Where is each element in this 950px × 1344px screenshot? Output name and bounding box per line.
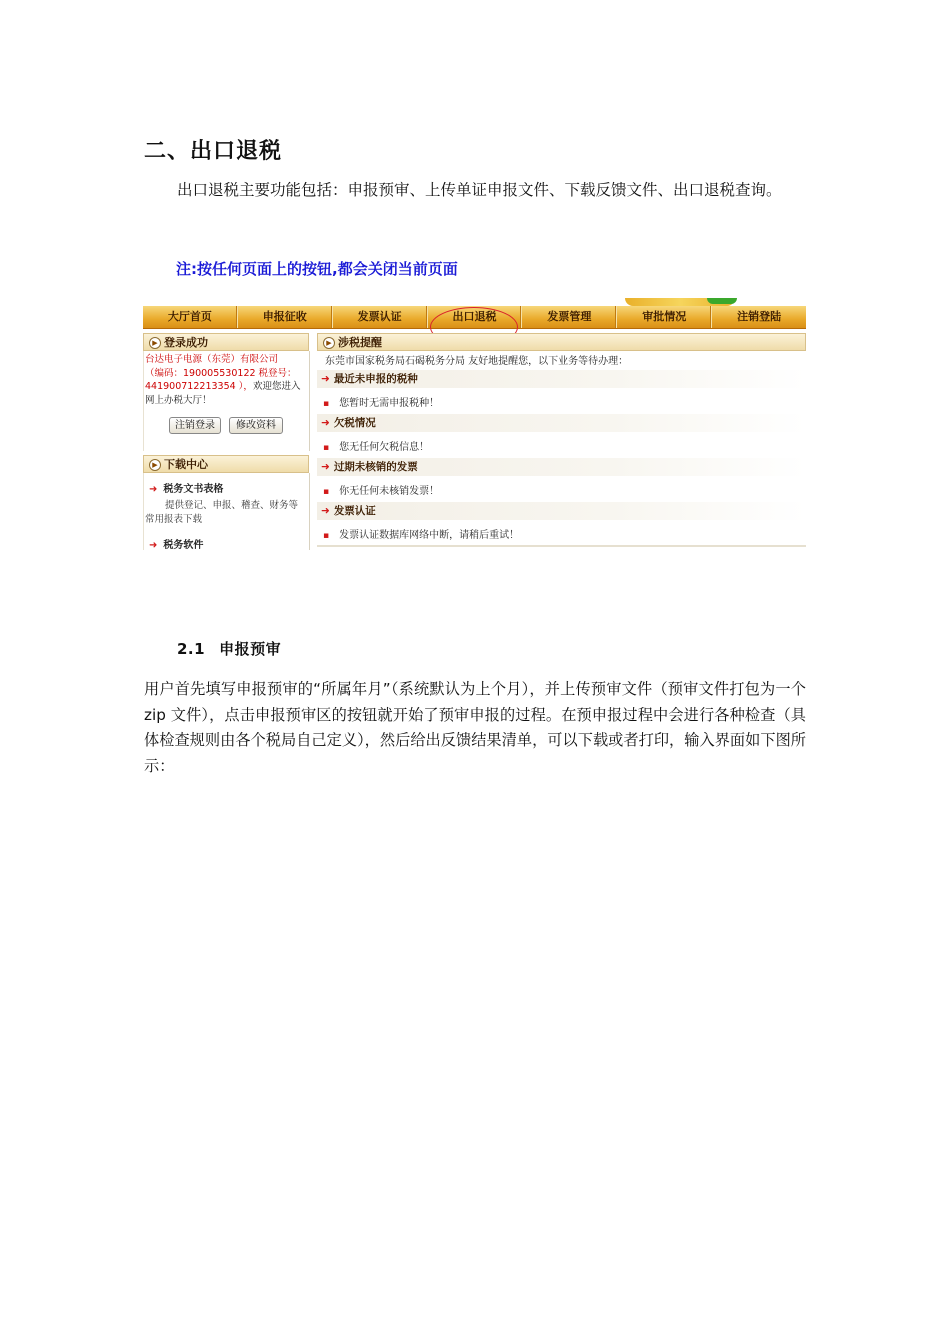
intro-paragraph: 出口退税主要功能包括：申报预审、上传单证申报文件、下载反馈文件、出口退税查询。 <box>177 181 782 199</box>
banner-decoration-green <box>707 298 737 304</box>
bullet-icon: ▪ <box>323 443 330 453</box>
download-item-forms-label: 税务文书表格 <box>163 484 224 495</box>
section-heading: 二、出口退税 <box>144 139 283 164</box>
section-item-text: 您无任何欠税信息！ <box>339 442 430 453</box>
download-item-forms-desc: 提供登记、申报、稽查、财务等常用报表下载 <box>145 500 299 525</box>
arrow-right-icon: ▶ <box>149 337 161 349</box>
nav-approval[interactable]: 审批情况 <box>617 306 712 328</box>
nav-home[interactable]: 大厅首页 <box>143 306 238 328</box>
note-text: 注:按任何页面上的按钮,都会关闭当前页面 <box>176 260 458 278</box>
logout-button[interactable]: 注销登录 <box>169 417 221 434</box>
section-invoice-auth <box>317 502 806 520</box>
section-title: 过期未核销的发票 <box>333 461 418 473</box>
arrow-right-icon: ▶ <box>149 459 161 471</box>
nav-export-refund[interactable]: 出口退税 <box>428 306 523 328</box>
arrow-right-icon: ▶ <box>323 337 335 349</box>
nav-invoice-manage[interactable]: 发票管理 <box>522 306 617 328</box>
section-item <box>323 482 439 497</box>
bullet-icon: ▪ <box>323 399 330 409</box>
download-item-software[interactable] <box>149 536 203 550</box>
section-item-text: 您暂时无需申报税种！ <box>339 398 440 409</box>
section-title: 发票认证 <box>333 505 376 517</box>
company-name: 台达电子电源（东莞）有限公司 <box>145 354 279 365</box>
section-title: 欠税情况 <box>333 417 376 429</box>
body-paragraph: 用户首先填写申报预审的“所属年月”（系统默认为上个月），并上传预审文件（预审文件打包为一个 zip 文件），点击申报预审区的按钮就开始了预审申报的过程。在预申报过程中会进行各种检查（具体检查规则由各个税局自己定义），然后给出反馈结果清单，可以下载或者打印，输入界面如下图所示： <box>144 680 806 775</box>
nav-declaration[interactable]: 申报征收 <box>238 306 333 328</box>
red-arrow-icon: ➜ <box>149 484 158 495</box>
section-unfiled-tax <box>317 370 806 388</box>
section-expired-invoices <box>317 458 806 476</box>
section-item <box>323 526 519 541</box>
login-panel-title: 登录成功 <box>164 336 208 349</box>
red-arrow-icon: ➜ <box>321 461 330 473</box>
subsection-heading <box>177 638 295 659</box>
subsection-number: 2.1 <box>177 640 206 658</box>
download-item-software-label: 税务软件 <box>163 540 204 550</box>
nav-logout[interactable]: 注销登陆 <box>737 310 782 323</box>
section-item-text: 发票认证数据库网络中断，请稍后重试！ <box>339 530 520 541</box>
nav-invoice-auth[interactable]: 发票认证 <box>333 306 428 328</box>
tax-id: 441900712213354 ）， <box>145 381 253 392</box>
bottom-divider <box>317 545 806 547</box>
red-arrow-icon: ➜ <box>321 505 330 517</box>
reminder-panel-title: 涉税提醒 <box>338 336 382 349</box>
embedded-screenshot <box>143 298 806 550</box>
edit-profile-button[interactable]: 修改资料 <box>229 417 283 434</box>
section-title: 最近未申报的税种 <box>333 373 418 385</box>
red-arrow-icon: ➜ <box>149 540 158 550</box>
download-item-forms[interactable] <box>149 480 223 495</box>
login-panel-header <box>143 333 309 351</box>
download-panel-header <box>143 455 309 473</box>
section-item <box>323 438 429 453</box>
red-arrow-icon: ➜ <box>321 417 330 429</box>
welcome-text: 欢迎您进入网上办税大厅！ <box>145 381 301 406</box>
red-arrow-icon: ➜ <box>321 373 330 385</box>
section-item <box>323 394 439 409</box>
download-panel-title: 下载中心 <box>164 458 208 471</box>
subsection-title: 申报预审 <box>219 640 282 658</box>
login-info <box>145 353 309 407</box>
reminder-panel-header <box>317 333 806 351</box>
section-tax-arrears <box>317 414 806 432</box>
company-code: （编码：190005530122 税登号： <box>145 367 297 379</box>
section-item-text: 你无任何未核销发票！ <box>339 486 440 497</box>
bullet-icon: ▪ <box>323 531 330 541</box>
reminder-greeting: 东莞市国家税务局石碣税务分局 友好地提醒您，以下业务等待办理： <box>325 356 629 367</box>
bullet-icon: ▪ <box>323 487 330 497</box>
reminder-panel <box>317 333 806 550</box>
